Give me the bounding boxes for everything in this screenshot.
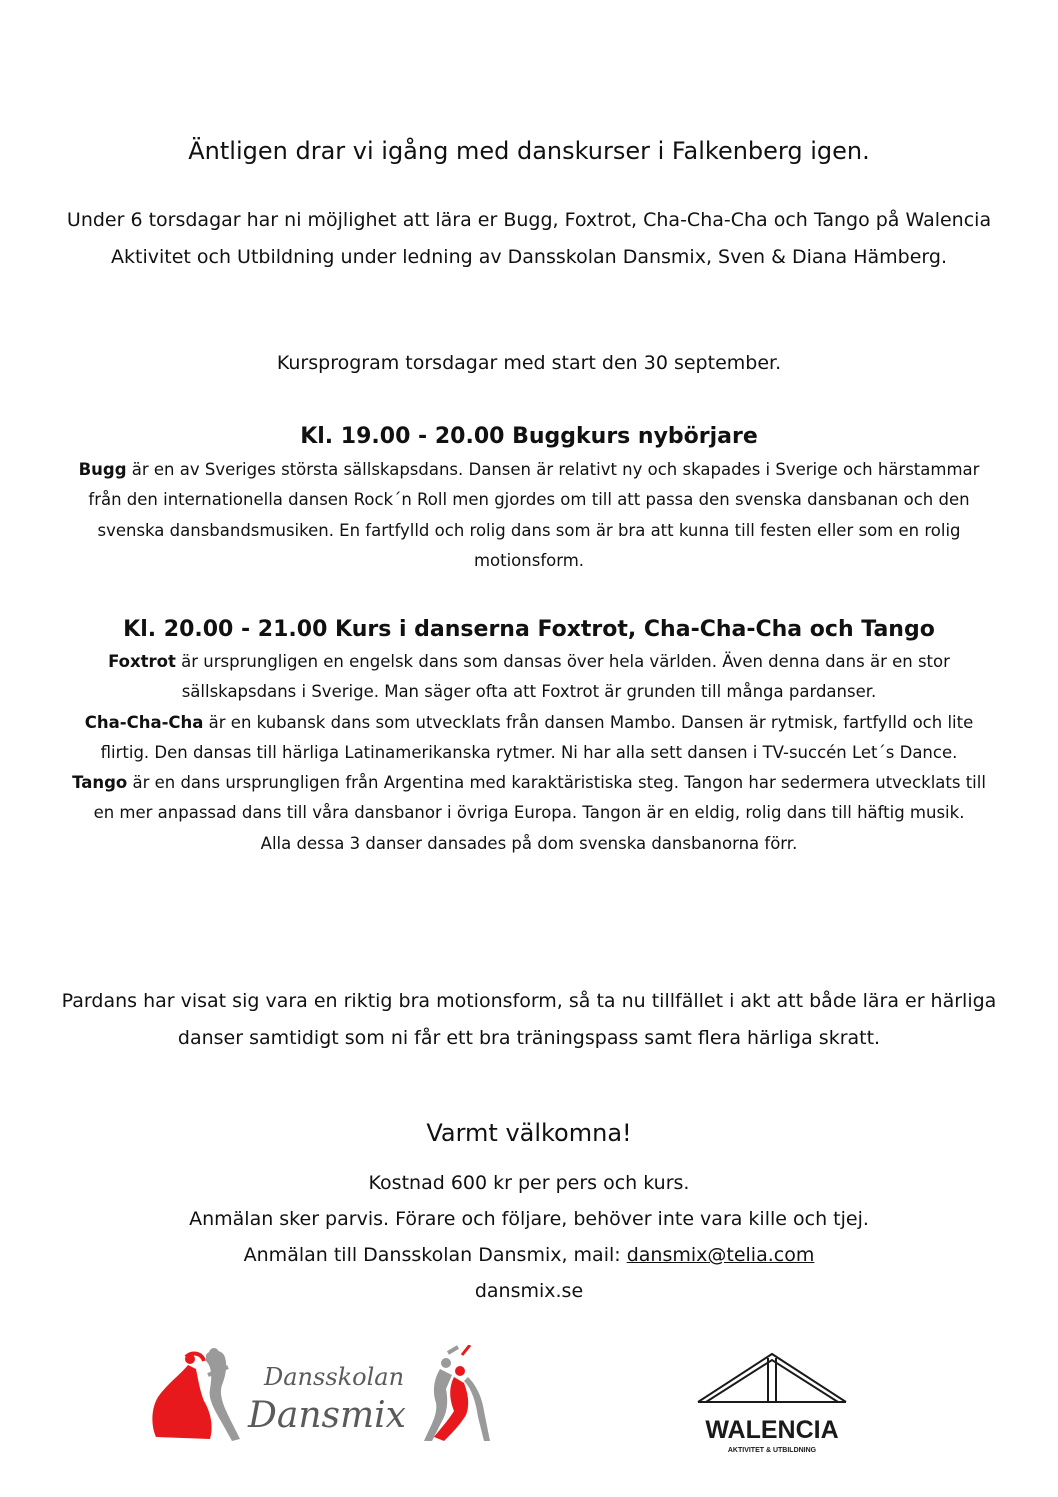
dances-note: Alla dessa 3 danser dansades på dom svenska dansbanorna förr. xyxy=(260,833,798,853)
tango-text: är en dans ursprungligen från Argentina med karaktäristiska steg. Tangon har sedermera utvecklats till en mer anpassad dans till våra dansbanor i övriga Europa. Tangon är en eldig, rolig dans till häftig musik. xyxy=(93,773,986,823)
dansmix-logo-line2: Dansmix xyxy=(248,1395,406,1436)
signup-contact-prefix: Anmälan till Dansskolan Dansmix, mail: xyxy=(243,1244,627,1266)
walencia-tagline: AKTIVITET & UTBILDNING xyxy=(727,1447,817,1454)
foxtrot-paragraph xyxy=(60,647,998,708)
course1-title: Kl. 19.00 - 20.00 Buggkurs nybörjare xyxy=(300,424,758,449)
bugg-paragraph xyxy=(60,455,998,576)
foxtrot-text: är ursprungligen en engelsk dans som dansas över hela världen. Även denna dans är en stor sällskapsdans i Sverige. Man säger ofta att Foxtrot är grunden till många pardanser. xyxy=(175,652,950,702)
chacha-name: Cha-Cha-Cha xyxy=(84,712,204,732)
dancing-couple-left-icon xyxy=(152,1348,240,1441)
chacha-text: är en kubansk dans som utvecklats från dansen Mambo. Dansen är rytmisk, fartfylld och lite flirtig. Den dansas till härliga Latinamerikanska rytmer. Ni har alla sett dansen i TV-succén Let´s Dance. xyxy=(100,712,974,762)
course2-description xyxy=(60,647,998,859)
bugg-name: Bugg xyxy=(78,460,127,479)
email-link[interactable]: dansmix@telia.com xyxy=(626,1244,815,1266)
intro-paragraph: Under 6 torsdagar har ni möjlighet att lära er Bugg, Foxtrot, Cha-Cha-Cha och Tango på Walencia Aktivitet och Utbildning under ledning av Dansskolan Dansmix, Sven & Diana Hämberg. xyxy=(66,209,992,268)
tango-name: Tango xyxy=(72,773,128,793)
program-start-line: Kursprogram torsdagar med start den 30 september. xyxy=(276,352,782,374)
signup-contact-line xyxy=(60,1237,998,1273)
website-line: dansmix.se xyxy=(474,1280,584,1302)
welcome-heading: Varmt välkomna! xyxy=(426,1119,632,1147)
chacha-paragraph xyxy=(60,708,998,769)
walencia-name: WALENCIA xyxy=(705,1416,839,1444)
course1-description xyxy=(60,455,998,576)
tango-paragraph xyxy=(60,768,998,829)
signup-pairs-line: Anmälan sker parvis. Förare och följare, behöver inte vara kille och tjej. xyxy=(189,1208,869,1230)
bugg-text: är en av Sveriges största sällskapsdans. Dansen är relativt ny och skapades i Sverige och härstammar från den internationella dansen Rock´n Roll men gjordes om till att passa den svenska dansbanan och den svenska dansbandsmusiken. En fartfylld och rolig dans som är bra att kunna till festen eller som en rolig motionsform. xyxy=(88,460,980,570)
dancing-couple-right-icon xyxy=(424,1345,490,1441)
cost-line: Kostnad 600 kr per pers och kurs. xyxy=(368,1172,690,1194)
walencia-logo xyxy=(692,1352,852,1456)
dansmix-logo-line1: Dansskolan xyxy=(264,1363,405,1391)
closing-paragraph: Pardans har visat sig vara en riktig bra motionsform, så ta nu tillfället i akt att både lära er härliga danser samtidigt som ni får ett bra träningspass samt flera härliga skratt. xyxy=(61,990,997,1049)
roof-icon xyxy=(698,1354,846,1402)
info-block xyxy=(60,1165,998,1309)
course2-title: Kl. 20.00 - 21.00 Kurs i danserna Foxtrot, Cha-Cha-Cha och Tango xyxy=(123,617,935,642)
foxtrot-name: Foxtrot xyxy=(108,652,176,671)
dansmix-logo xyxy=(148,1345,493,1445)
headline: Äntligen drar vi igång med danskurser i Falkenberg igen. xyxy=(188,137,870,165)
